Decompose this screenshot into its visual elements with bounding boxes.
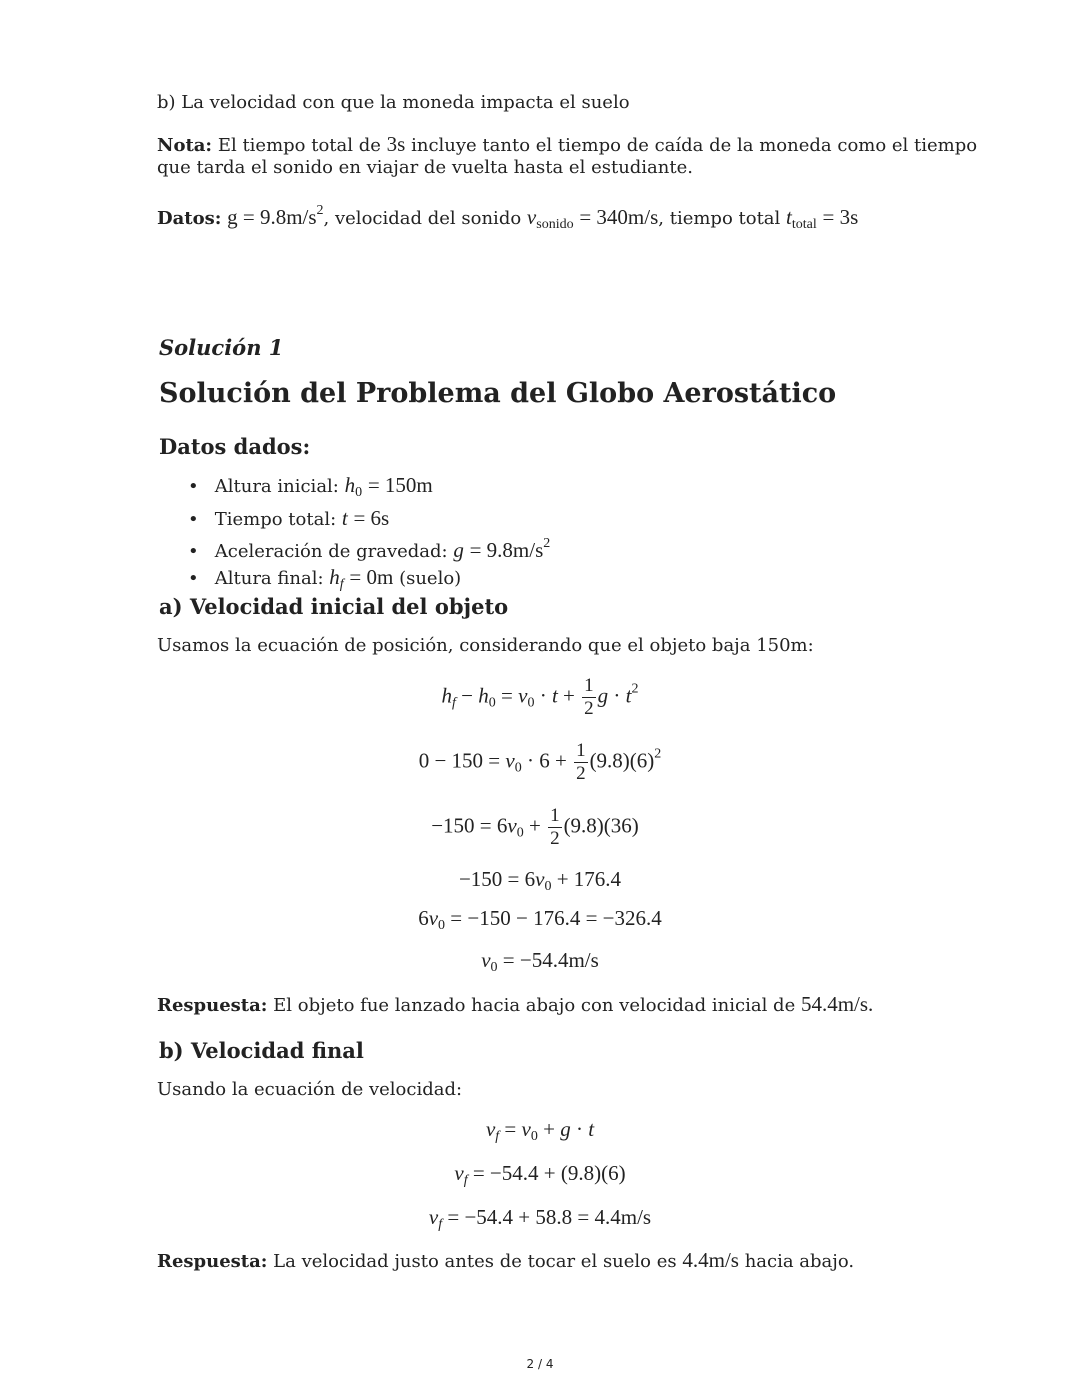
equation-simplify-2: $-150 = 6v_0 + 176.4$	[458, 867, 622, 894]
datos-time-text: , tiempo total	[658, 208, 781, 229]
answer-label: Respuesta:	[157, 995, 268, 1016]
equation-velocity-sub: vf = −54.4 + (9.8)(6)	[454, 1161, 626, 1188]
equation-result-a: $v_0 = -54.4m/s$	[481, 948, 599, 975]
part-a-answer	[157, 992, 873, 1018]
datos-time-value: = 3s	[822, 205, 859, 229]
note-time: 3s	[386, 132, 406, 156]
answer-text-pre: La velocidad justo antes de tocar el suelo es	[273, 1251, 677, 1272]
equation-velocity: vf = $v_0 + g \cdot t$	[485, 1117, 595, 1144]
list-item: • Tiempo total: t = 6s	[188, 506, 550, 533]
equation-result-b: vf = −54.4 + 58.8 = 4.4m/s	[428, 1205, 652, 1232]
problem-item-b: b) La velocidad con que la moneda impacta el suelo	[157, 92, 630, 113]
answer-value: 54.4m/s.	[800, 992, 874, 1016]
note-text-1-pre: El tiempo total de	[217, 135, 381, 156]
part-b-answer	[157, 1248, 854, 1274]
part-b-intro: Usando la ecuación de velocidad:	[157, 1079, 463, 1100]
datos-label: Datos:	[157, 208, 222, 229]
given-heading: Datos dados:	[159, 434, 311, 459]
solution-label: Solución 1	[159, 335, 284, 360]
datos-gravity: g = 9.8m/s	[227, 205, 317, 229]
answer-label: Respuesta:	[157, 1251, 268, 1272]
answer-value: 4.4m/s	[682, 1248, 739, 1272]
answer-text-post: hacia abajo.	[744, 1251, 855, 1272]
equation-position: hf − $h_0 = v_0 \cdot t$ + $\frac{1}{2}$ $g \cdot t^2$	[441, 675, 639, 719]
note-text-1-post: incluye tanto el tiempo de caída de la moneda como el tiempo	[411, 135, 978, 156]
note-label: Nota:	[157, 135, 213, 156]
note-line-2: que tarda el sonido en viajar de vuelta hasta el estudiante.	[157, 157, 693, 178]
equation-solve: $6v_0 = -150 - 176.4 = -326.4$	[418, 906, 662, 933]
datos-sound-value: = 340m/s	[579, 205, 659, 229]
list-item: • Aceleración de gravedad: $g = 9.8m/s^2$	[188, 532, 550, 565]
datos-sound-text: , velocidad del sonido	[323, 208, 522, 229]
list-item: • Altura final: $h_f = 0m$ (suelo)	[188, 565, 550, 598]
list-item: • Altura inicial: $h_0 = 150m$	[188, 473, 550, 506]
part-b-heading: b) Velocidad final	[159, 1038, 364, 1063]
part-a-intro: Usamos la ecuación de posición, considerando que el objeto baja 150m:	[157, 635, 814, 656]
datos-line: Datos: $g = 9.8m/s^2$, velocidad del sonido $v_{sonido} = 340m/s$, tiempo total $t_{total} = 3s$	[157, 203, 859, 232]
note-line-1	[157, 132, 977, 158]
answer-text: El objeto fue lanzado hacia abajo con velocidad inicial de	[273, 995, 796, 1016]
part-a-heading: a) Velocidad inicial del objeto	[159, 594, 509, 619]
solution-title: Solución del Problema del Globo Aerostático	[159, 378, 837, 409]
equation-substitution: $0 - 150 = v_0 \cdot 6$ + $\frac{1}{2}$ $(9.8)(6)^2$	[418, 740, 662, 784]
given-list	[188, 473, 550, 597]
page-number: 2 / 4	[526, 1357, 554, 1371]
equation-simplify-1: $-150 = 6v_0$ + $\frac{1}{2}$ (9.8)(36)	[431, 805, 639, 849]
